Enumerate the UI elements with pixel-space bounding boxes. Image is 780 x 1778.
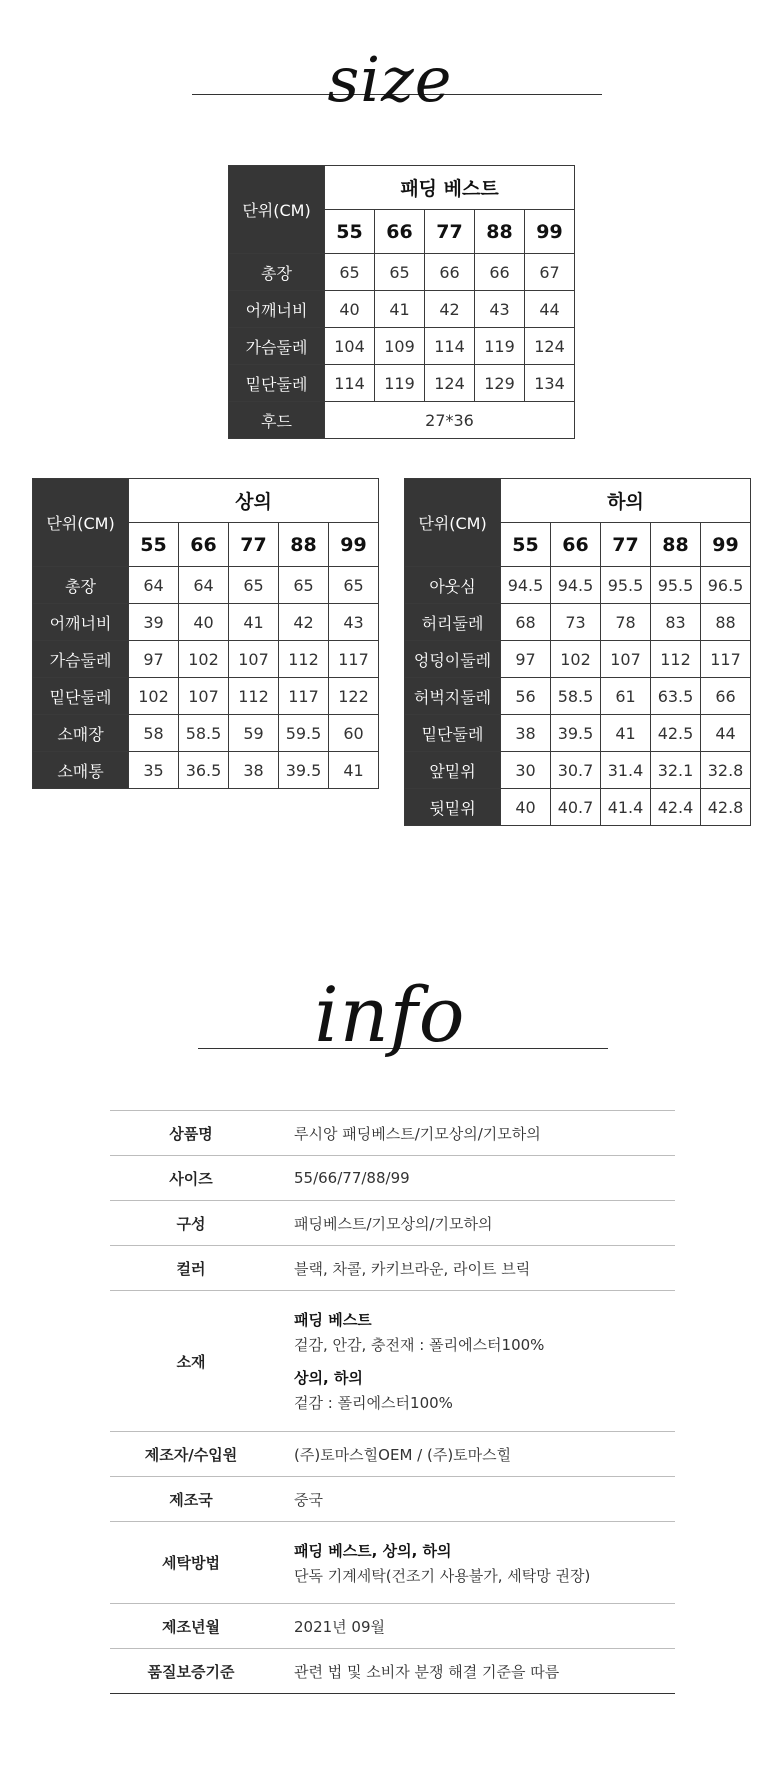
measurement-value: 64 xyxy=(129,567,179,604)
measurement-row xyxy=(33,678,379,715)
info-row xyxy=(110,1156,675,1201)
measurement-value: 42.4 xyxy=(651,789,701,826)
info-label: 컬러 xyxy=(110,1246,272,1291)
info-row xyxy=(110,1477,675,1522)
vest-size-table xyxy=(228,165,575,439)
size-header: 77 xyxy=(229,523,279,567)
size-heading-title: size xyxy=(327,43,453,116)
measurement-value: 73 xyxy=(551,604,601,641)
measurement-row xyxy=(405,567,751,604)
measurement-label: 엉덩이둘레 xyxy=(405,641,501,678)
info-label: 소재 xyxy=(110,1291,272,1432)
measurement-row xyxy=(229,291,575,328)
info-label: 사이즈 xyxy=(110,1156,272,1201)
info-text: 겉감, 안감, 충전재 : 폴리에스터100% xyxy=(294,1336,545,1354)
info-heading xyxy=(0,965,780,1075)
measurement-label: 소매통 xyxy=(33,752,129,789)
measurement-value: 64 xyxy=(179,567,229,604)
measurement-label: 밑단둘레 xyxy=(229,365,325,402)
measurement-value: 88 xyxy=(701,604,751,641)
measurement-value: 40 xyxy=(501,789,551,826)
measurement-row xyxy=(33,752,379,789)
info-subtitle: 패딩 베스트 xyxy=(294,1311,372,1329)
info-block xyxy=(294,1367,674,1413)
measurement-value: 102 xyxy=(129,678,179,715)
measurement-value: 107 xyxy=(229,641,279,678)
measurement-value: 61 xyxy=(601,678,651,715)
size-header: 77 xyxy=(601,523,651,567)
measurement-label: 가슴둘레 xyxy=(229,328,325,365)
unit-label: 단위(CM) xyxy=(33,479,129,567)
info-text: 겉감 : 폴리에스터100% xyxy=(294,1394,453,1412)
measurement-value: 36.5 xyxy=(179,752,229,789)
measurement-value: 119 xyxy=(375,365,425,402)
measurement-value: 94.5 xyxy=(551,567,601,604)
measurement-value: 95.5 xyxy=(601,567,651,604)
measurement-row xyxy=(405,789,751,826)
measurement-value: 97 xyxy=(501,641,551,678)
measurement-value: 112 xyxy=(279,641,329,678)
info-value: 루시앙 패딩베스트/기모상의/기모하의 xyxy=(272,1111,675,1156)
info-value: 관련 법 및 소비자 분쟁 해결 기준을 따름 xyxy=(272,1649,675,1694)
info-row xyxy=(110,1246,675,1291)
measurement-label: 어깨너비 xyxy=(33,604,129,641)
info-heading-title: info xyxy=(314,970,466,1059)
measurement-value: 78 xyxy=(601,604,651,641)
measurement-value: 66 xyxy=(475,254,525,291)
measurement-value: 124 xyxy=(425,365,475,402)
size-header: 66 xyxy=(179,523,229,567)
size-header: 99 xyxy=(701,523,751,567)
measurement-value: 112 xyxy=(651,641,701,678)
measurement-value: 104 xyxy=(325,328,375,365)
size-header: 77 xyxy=(425,210,475,254)
measurement-value: 41 xyxy=(329,752,379,789)
measurement-value: 58.5 xyxy=(551,678,601,715)
measurement-value: 112 xyxy=(229,678,279,715)
unit-label: 단위(CM) xyxy=(229,166,325,254)
info-label: 품질보증기준 xyxy=(110,1649,272,1694)
measurement-label: 가슴둘레 xyxy=(33,641,129,678)
measurement-value: 35 xyxy=(129,752,179,789)
measurement-value: 59 xyxy=(229,715,279,752)
measurement-value: 58.5 xyxy=(179,715,229,752)
top-size-table xyxy=(32,478,379,789)
measurement-value: 30 xyxy=(501,752,551,789)
info-value: 2021년 09월 xyxy=(272,1604,675,1649)
measurement-label: 밑단둘레 xyxy=(405,715,501,752)
hood-row xyxy=(229,402,575,439)
info-row xyxy=(110,1649,675,1694)
measurement-value: 32.1 xyxy=(651,752,701,789)
measurement-value: 56 xyxy=(501,678,551,715)
measurement-value: 102 xyxy=(551,641,601,678)
size-header: 88 xyxy=(475,210,525,254)
info-row xyxy=(110,1522,675,1604)
measurement-value: 30.7 xyxy=(551,752,601,789)
info-block xyxy=(294,1309,674,1355)
measurement-value: 68 xyxy=(501,604,551,641)
measurement-label: 허리둘레 xyxy=(405,604,501,641)
measurement-label: 허벅지둘레 xyxy=(405,678,501,715)
measurement-value: 39.5 xyxy=(279,752,329,789)
measurement-value: 119 xyxy=(475,328,525,365)
measurement-value: 44 xyxy=(701,715,751,752)
info-label: 구성 xyxy=(110,1201,272,1246)
measurement-value: 43 xyxy=(329,604,379,641)
size-header: 55 xyxy=(501,523,551,567)
hood-value: 27*36 xyxy=(325,402,575,439)
measurement-row xyxy=(229,328,575,365)
measurement-value: 41 xyxy=(375,291,425,328)
measurement-value: 122 xyxy=(329,678,379,715)
info-row xyxy=(110,1201,675,1246)
measurement-label: 소매장 xyxy=(33,715,129,752)
measurement-value: 42 xyxy=(425,291,475,328)
measurement-value: 40 xyxy=(179,604,229,641)
info-block xyxy=(294,1540,674,1586)
size-heading xyxy=(0,30,780,140)
info-value xyxy=(272,1522,675,1604)
info-value: 중국 xyxy=(272,1477,675,1522)
measurement-row xyxy=(405,604,751,641)
measurement-value: 39.5 xyxy=(551,715,601,752)
measurement-value: 66 xyxy=(425,254,475,291)
info-value: 55/66/77/88/99 xyxy=(272,1156,675,1201)
measurement-value: 42 xyxy=(279,604,329,641)
info-row xyxy=(110,1291,675,1432)
measurement-value: 107 xyxy=(179,678,229,715)
header-row xyxy=(229,166,575,210)
info-label: 제조년월 xyxy=(110,1604,272,1649)
garment-title: 패딩 베스트 xyxy=(325,166,575,210)
garment-title: 상의 xyxy=(129,479,379,523)
size-header: 55 xyxy=(129,523,179,567)
measurement-label: 어깨너비 xyxy=(229,291,325,328)
info-label: 상품명 xyxy=(110,1111,272,1156)
measurement-row xyxy=(405,752,751,789)
info-label: 세탁방법 xyxy=(110,1522,272,1604)
measurement-value: 60 xyxy=(329,715,379,752)
measurement-value: 66 xyxy=(701,678,751,715)
measurement-value: 97 xyxy=(129,641,179,678)
hood-label: 후드 xyxy=(229,402,325,439)
measurement-row xyxy=(33,567,379,604)
measurement-label: 아웃심 xyxy=(405,567,501,604)
measurement-value: 102 xyxy=(179,641,229,678)
measurement-row xyxy=(405,678,751,715)
measurement-value: 129 xyxy=(475,365,525,402)
measurement-value: 65 xyxy=(329,567,379,604)
measurement-value: 39 xyxy=(129,604,179,641)
unit-label: 단위(CM) xyxy=(405,479,501,567)
measurement-value: 65 xyxy=(279,567,329,604)
info-label: 제조자/수입원 xyxy=(110,1432,272,1477)
measurement-value: 38 xyxy=(501,715,551,752)
size-header: 66 xyxy=(551,523,601,567)
measurement-value: 41 xyxy=(601,715,651,752)
measurement-row xyxy=(33,641,379,678)
measurement-value: 59.5 xyxy=(279,715,329,752)
info-subtitle: 패딩 베스트, 상의, 하의 xyxy=(294,1541,452,1560)
measurement-label: 밑단둘레 xyxy=(33,678,129,715)
measurement-label: 앞밑위 xyxy=(405,752,501,789)
measurement-value: 67 xyxy=(525,254,575,291)
size-header: 55 xyxy=(325,210,375,254)
info-value: 패딩베스트/기모상의/기모하의 xyxy=(272,1201,675,1246)
measurement-value: 40.7 xyxy=(551,789,601,826)
info-value: (주)토마스힐OEM / (주)토마스힐 xyxy=(272,1432,675,1477)
garment-title: 하의 xyxy=(501,479,751,523)
measurement-value: 58 xyxy=(129,715,179,752)
measurement-value: 96.5 xyxy=(701,567,751,604)
measurement-row xyxy=(33,715,379,752)
measurement-value: 117 xyxy=(701,641,751,678)
bottom-size-table xyxy=(404,478,751,826)
measurement-value: 83 xyxy=(651,604,701,641)
measurement-value: 114 xyxy=(425,328,475,365)
measurement-value: 65 xyxy=(325,254,375,291)
measurement-row xyxy=(405,641,751,678)
info-value: 블랙, 차콜, 카키브라운, 라이트 브릭 xyxy=(272,1246,675,1291)
measurement-value: 43 xyxy=(475,291,525,328)
info-row xyxy=(110,1432,675,1477)
measurement-row xyxy=(33,604,379,641)
measurement-label: 총장 xyxy=(229,254,325,291)
info-label: 제조국 xyxy=(110,1477,272,1522)
measurement-row xyxy=(405,715,751,752)
measurement-value: 117 xyxy=(279,678,329,715)
measurement-row xyxy=(229,365,575,402)
size-header: 88 xyxy=(279,523,329,567)
size-header: 99 xyxy=(525,210,575,254)
product-info-table xyxy=(110,1110,675,1694)
measurement-label: 총장 xyxy=(33,567,129,604)
measurement-value: 114 xyxy=(325,365,375,402)
measurement-value: 117 xyxy=(329,641,379,678)
measurement-value: 65 xyxy=(229,567,279,604)
measurement-value: 109 xyxy=(375,328,425,365)
measurement-value: 38 xyxy=(229,752,279,789)
measurement-value: 94.5 xyxy=(501,567,551,604)
measurement-row xyxy=(229,254,575,291)
measurement-value: 40 xyxy=(325,291,375,328)
measurement-value: 63.5 xyxy=(651,678,701,715)
measurement-value: 41 xyxy=(229,604,279,641)
size-header: 88 xyxy=(651,523,701,567)
measurement-value: 31.4 xyxy=(601,752,651,789)
measurement-value: 42.8 xyxy=(701,789,751,826)
info-subtitle: 상의, 하의 xyxy=(294,1369,363,1387)
info-row xyxy=(110,1604,675,1649)
measurement-value: 134 xyxy=(525,365,575,402)
size-header: 99 xyxy=(329,523,379,567)
measurement-label: 뒷밑위 xyxy=(405,789,501,826)
measurement-value: 65 xyxy=(375,254,425,291)
info-text: 단독 기계세탁(건조기 사용불가, 세탁망 권장) xyxy=(294,1566,591,1585)
size-header: 66 xyxy=(375,210,425,254)
measurement-value: 107 xyxy=(601,641,651,678)
info-row xyxy=(110,1111,675,1156)
measurement-value: 95.5 xyxy=(651,567,701,604)
header-row xyxy=(33,479,379,523)
info-value xyxy=(272,1291,675,1432)
measurement-value: 41.4 xyxy=(601,789,651,826)
header-row xyxy=(405,479,751,523)
measurement-value: 124 xyxy=(525,328,575,365)
measurement-value: 32.8 xyxy=(701,752,751,789)
measurement-value: 44 xyxy=(525,291,575,328)
measurement-value: 42.5 xyxy=(651,715,701,752)
